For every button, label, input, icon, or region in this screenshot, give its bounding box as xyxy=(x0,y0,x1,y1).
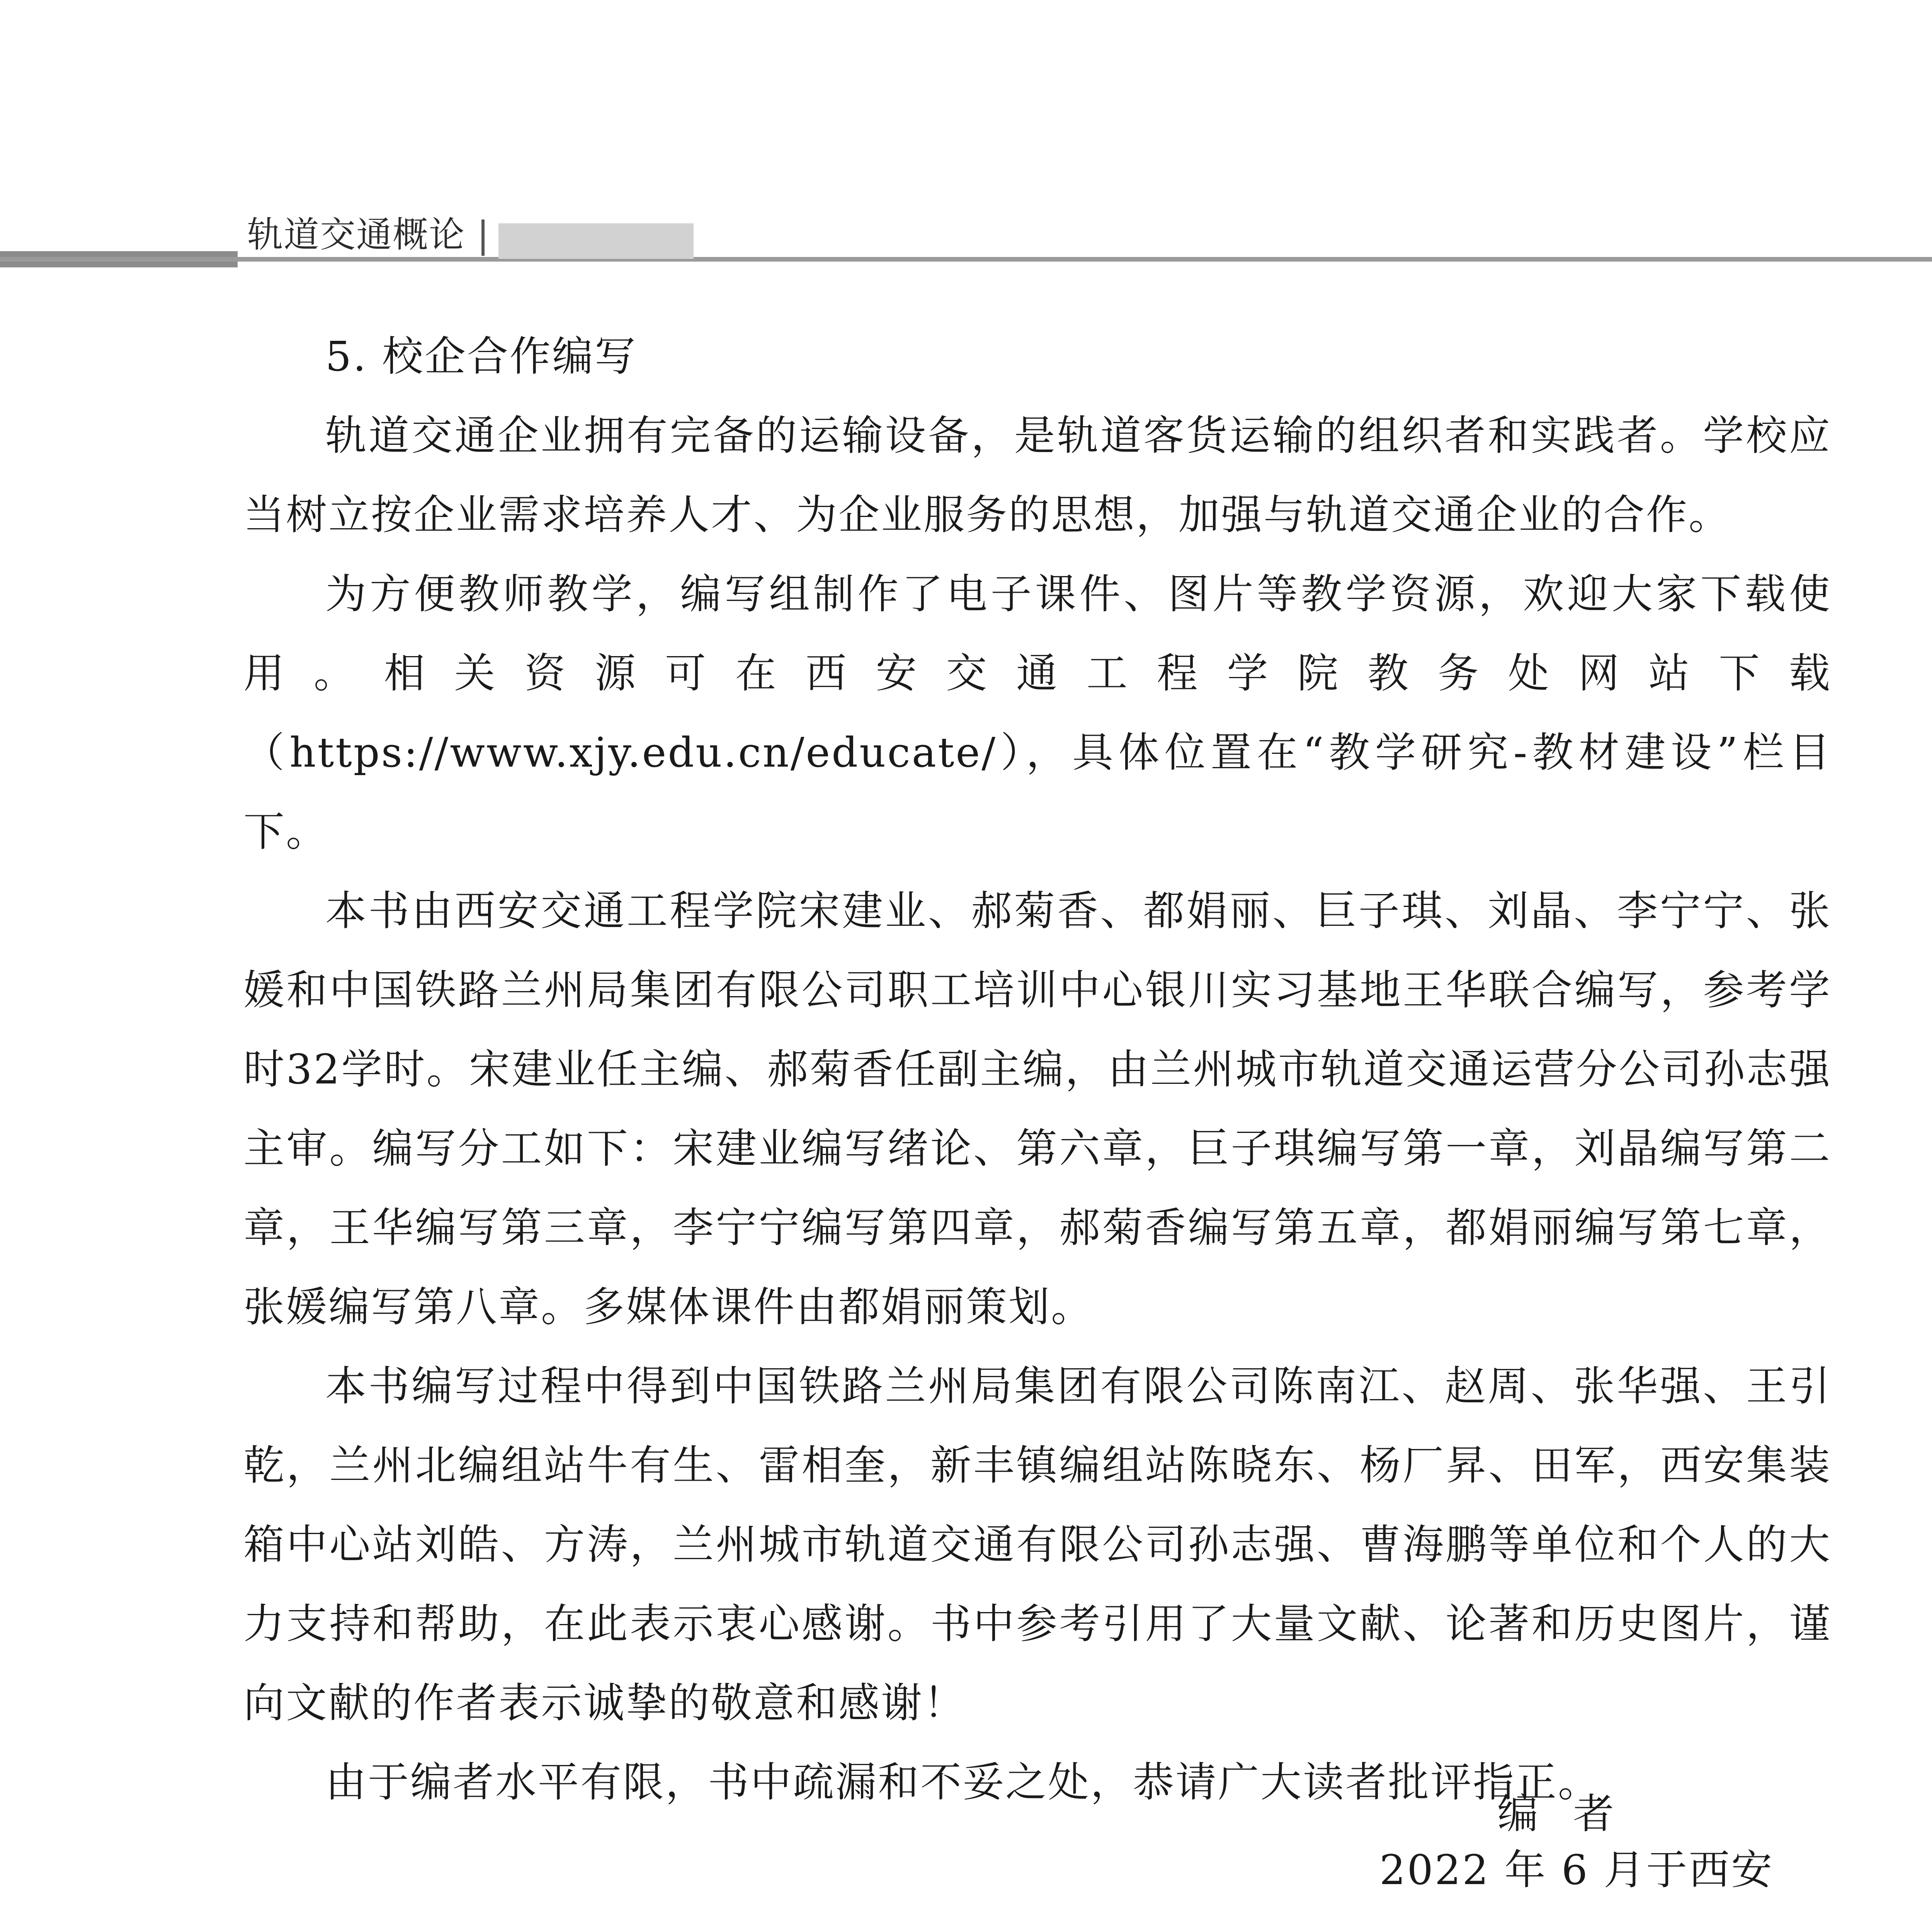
paragraph: 本书由西安交通工程学院宋建业、郝菊香、都娟丽、巨子琪、刘晶、李宁宁、张媛和中国铁路兰州局集团有限公司职工培训中心银川实习基地王华联合编写，参考学时32学时。宋建业任主编、郝菊香任副主编，由兰州城市轨道交通运营分公司孙志强主审。编写分工如下：宋建业编写绪论、第六章，巨子琪编写第一章，刘晶编写第二章，王华编写第三章，李宁宁编写第四章，郝菊香编写第五章，都娟丽编写第七章，张媛编写第八章。多媒体课件由都娟丽策划。 xyxy=(243,887,1832,1331)
signature-date: 2022 年 6 月于西安 xyxy=(1379,1846,1774,1894)
running-header-title: 轨道交通概论 xyxy=(247,214,466,255)
body-text xyxy=(243,317,1832,1822)
header-divider xyxy=(481,219,485,256)
paragraph: 轨道交通企业拥有完备的运输设备，是轨道客货运输的组织者和实践者。学校应当树立按企业需求培养人才、为企业服务的思想，加强与轨道交通企业的合作。 xyxy=(243,412,1832,539)
paragraph: 本书编写过程中得到中国铁路兰州局集团有限公司陈南江、赵周、张华强、王引乾，兰州北编组站牛有生、雷相奎，新丰镇编组站陈晓东、杨厂昇、田军，西安集装箱中心站刘皓、方涛，兰州城市轨道交通有限公司孙志强、曹海鹏等单位和个人的大力支持和帮助，在此表示衷心感谢。书中参考引用了大量文献、论著和历史图片，谨向文献的作者表示诚挚的敬意和感谢！ xyxy=(243,1362,1832,1727)
header-gray-box xyxy=(498,223,694,259)
signature-author: 编者 xyxy=(1497,1790,1649,1838)
section-heading: 5. 校企合作编写 xyxy=(325,333,637,380)
paragraph: 由于编者水平有限，书中疏漏和不妥之处，恭请广大读者批评指正。 xyxy=(325,1759,1600,1806)
paragraph: 为方便教师教学，编写组制作了电子课件、图片等教学资源，欢迎大家下载使用。相关资源可在西安交通工程学院教务处网站下载（https://www.xjy.edu.cn/educate/），具体位置在“教学研究-教材建设”栏目下。 xyxy=(243,570,1832,855)
